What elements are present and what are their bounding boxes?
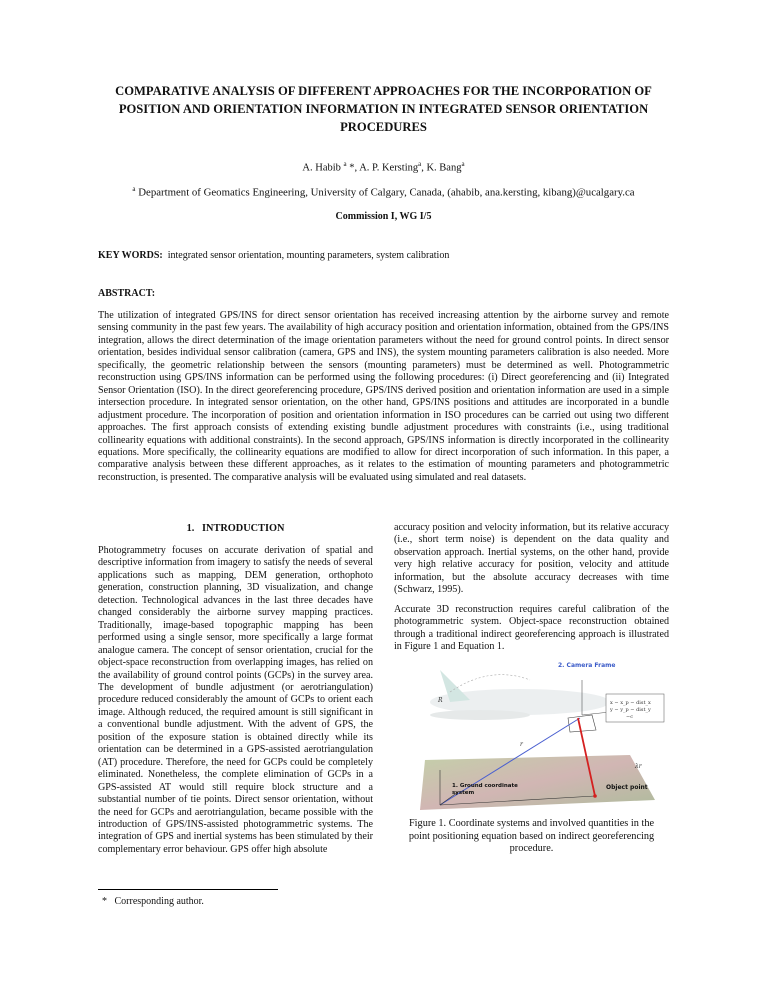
footnote: * Corresponding author.: [102, 896, 204, 907]
svg-text:λr: λr: [635, 763, 642, 770]
intro-paragraph-2: Accurate 3D reconstruction requires careful calibration of the photogrammetric system. Object-space reconstruction obtained through a traditional indirect georeferencing approach is illustrated in Figure 1 and Equation 1.: [394, 603, 669, 653]
svg-text:x − x_p − dist_x: x − x_p − dist_x: [610, 700, 651, 706]
affiliation-mark: a: [461, 160, 465, 168]
object-point-label: Object point: [606, 784, 648, 791]
ground-coordinate-label: 1. Ground coordinate system: [452, 783, 518, 796]
abstract-heading: ABSTRACT:: [98, 288, 156, 299]
svg-text:R: R: [438, 697, 443, 704]
author-1: A. Habib: [302, 162, 341, 174]
right-column: [394, 522, 669, 654]
affiliation-mark: a: [343, 160, 347, 168]
commission: Commission I, WG I/5: [335, 211, 432, 222]
figure-1: [410, 660, 668, 816]
affiliation-mark: a: [418, 160, 422, 168]
paper-title: COMPARATIVE ANALYSIS OF DIFFERENT APPROACHES FOR THE INCORPORATION OF POSITION AND ORIENTATION INFORMATION IN INTEGRATED SENSOR ORIENTATION PROCEDURES: [115, 84, 652, 134]
left-column: [98, 523, 373, 856]
aircraft-image: [430, 670, 610, 720]
keywords-text: integrated sensor orientation, mounting parameters, system calibration: [167, 250, 450, 261]
svg-text:y − y_p − dist_y: y − y_p − dist_y: [610, 707, 651, 713]
author-3: K. Bang: [426, 162, 462, 174]
abstract-text: The utilization of integrated GPS/INS for direct sensor orientation has received increasing attention by the airborne survey and remote sensing community in the past few years. The availability of high accuracy position and orientation information, obtained from the GPS/INS integration, allows the direct determination of the image orientation parameters without the need for ground control points. In direct sensor orientation, besides individual sensor calibration (camera, GPS and INS), the system mounting parameters calibration is also needed. More specifically, the geometric relationship between the sensors (mounting parameters) must be determined as well. Photogrammetric reconstruction using GPS/INS information can be performed using the following procedures: (i) Direct georeferencing and (ii) Integrated Sensor Orientation (ISO). In the direct georeferencing procedure, GPS/INS derived position and orientation information are used in a simple intersection procedure. In integrated sensor orientation, on the other hand, GPS/INS positions and attitudes are incorporated in a bundle adjustment procedure. The incorporation of position and orientation information in ISO procedures can be carried out using two different approaches. The first approach consists of extending existing bundle adjustment procedures with constraints (i.e., using traditional collinearity equations with additional constraints). In the second approach, GPS/INS information is directly incorporated in the collinearity equations. More specifically, the collinearity equations are modified to allow for direct incorporation of such information. In this paper, a comparative analysis between these different approaches, as it relates to the estimation of mounting parameters and photogrammetric reconstruction, is presented. The comparative analysis will be evaluated using simulated and real datasets.: [98, 310, 669, 483]
footnote-divider: [98, 889, 278, 890]
coordinate-systems-diagram: [410, 660, 668, 816]
affiliation: [98, 185, 669, 199]
authors: A. Habib $^a$ *, A. P. Kersting$^a$, K. Bang$^a$: [302, 160, 465, 174]
author-2: A. P. Kersting: [359, 162, 419, 174]
affiliation-text: Department of Geomatics Engineering, University of Calgary, Canada, (ahabib, ana.kersting, kibang)@ucalgary.ca: [138, 186, 635, 199]
svg-text:−c: −c: [626, 714, 633, 720]
intro-paragraph-1-continued: accuracy position and velocity information, but its relative accuracy (i.e., short term noise) is dependent on the data quality and observation approach. Inertial systems, on the other hand, provide very high relative accuracy for position, velocity and attitude information, but the absolute accuracy decreases with time (Schwarz, 1995).: [394, 522, 669, 596]
keywords: [98, 250, 449, 261]
intro-heading: 1. INTRODUCTION: [186, 523, 285, 534]
affiliation-mark: a: [132, 185, 136, 193]
keywords-label: KEY WORDS:: [98, 250, 163, 261]
corresponding-mark: *: [349, 162, 355, 174]
figure-1-caption: Figure 1. Coordinate systems and involved quantities in the point positioning equation based on indirect georeferencing procedure.: [408, 818, 655, 855]
svg-text:r: r: [520, 741, 523, 748]
camera-frame-label: 2. Camera Frame: [558, 662, 616, 669]
intro-paragraph-1: Photogrammetry focuses on accurate derivation of spatial and descriptive information from imagery to satisfy the needs of several applications such as mapping, DEM generation, orthophoto generation, construction planning, 3D visualization, and change detection. Technological advances in the last three decades have changed considerably the airborne survey mapping practices. Traditionally, image-based topographic mapping has been performed using a single sensor, more specifically a large format analogue camera. The concept of sensor orientation, crucial for the object-space reconstruction from overlapping images, has relied on the availability of ground control points (GCPs) in the survey area. The development of bundle adjustment (or aerotriangulation) procedure reduced considerably the amount of GCPs to orient each image. Although reduced, the required amount is still significant in a conventional bundle adjustment. With the advent of GPS, the position of the exposure station is obtained directly while its orientation can be determined in a GPS-assisted aerotriangulation (AT) procedure. Therefore, the need for GCPs could be completely eliminated. Nonetheless, the complete elimination of GCPs in a GPS-assisted AT would still require block structure and a substantial number of tie points. Direct sensor orientation, without the need for GCPs and aerotriangulation, became possible with the introduction of GPS/INS-assisted photogrammetric systems. The integration of GPS and inertial systems has been stimulated by their complementary error behaviour. GPS offer high absolute: [98, 545, 373, 855]
